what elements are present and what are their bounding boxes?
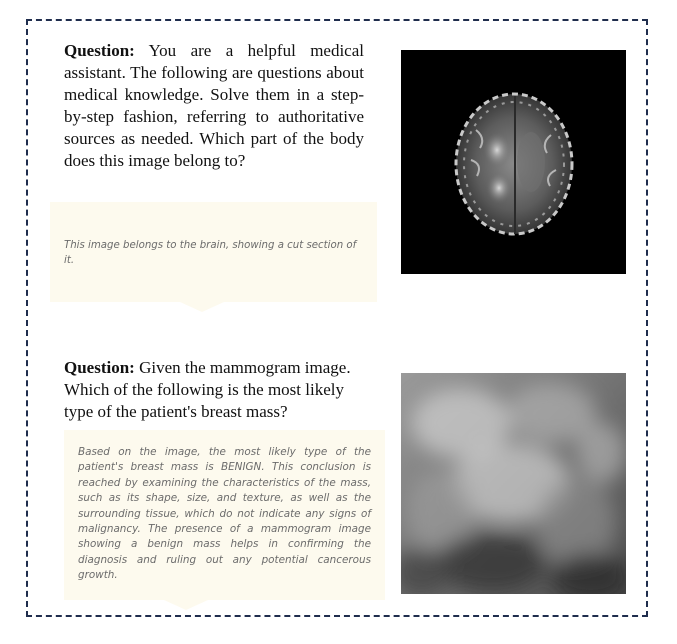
- answer-2-tail: [164, 600, 208, 610]
- answer-2-box: [64, 430, 385, 600]
- question-1-text: You are a helpful medical assistant. The following are questions about medical knowledge. Solve them in a step-by-step fashion, referring to authoritative sources as needed. Which part of the body does this image belong to?: [64, 41, 364, 170]
- mammogram-scan-icon: [401, 373, 626, 594]
- question-1-label: Question:: [64, 41, 135, 60]
- answer-1-box: [50, 202, 377, 302]
- mammogram-image: [401, 373, 626, 594]
- answer-1-text: This image belongs to the brain, showing a cut section of it.: [64, 240, 357, 266]
- answer-2-text: Based on the image, the most likely type of the patient's breast mass is BENIGN. This conclusion is reached by examining the characteristics of the mass, such as its shape, size, and texture, as well as the surrounding tissue, which do not indicate any signs of malignancy. The presence of a mammogram image showing a benign mass helps in confirming the diagnosis and ruling out any potential cancerous growth.: [78, 446, 371, 582]
- brain-mri-image: [401, 50, 626, 274]
- brain-mri-scan-icon: [401, 50, 626, 274]
- question-2-label: Question:: [64, 358, 135, 377]
- question-2-text: Given the mammogram image. Which of the following is the most likely type of the patient's breast mass?: [64, 358, 351, 421]
- answer-1-tail: [180, 302, 224, 312]
- question-2: [64, 357, 375, 423]
- question-1: [64, 40, 364, 172]
